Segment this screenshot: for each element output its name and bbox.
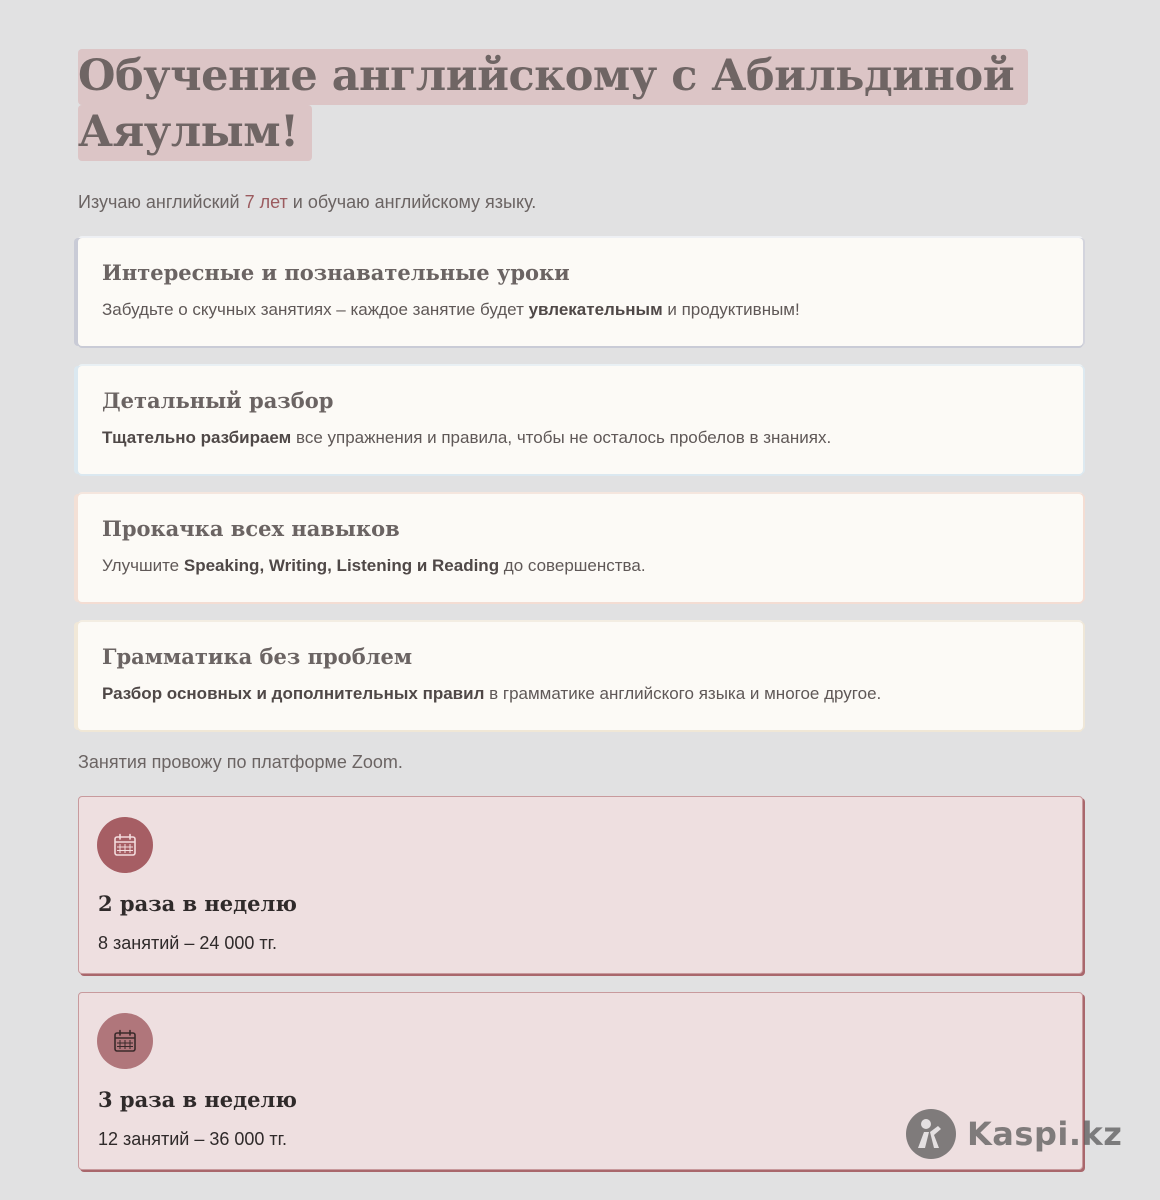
features-list	[78, 238, 1083, 730]
plan-title: 2 раза в неделю	[98, 891, 297, 916]
feature-text-part: до совершенства.	[499, 556, 646, 575]
intro-text-before: Изучаю английский	[78, 192, 245, 212]
feature-description	[102, 554, 1061, 578]
feature-text-part: Забудьте о скучных занятиях – каждое занятие будет	[102, 300, 529, 319]
feature-card-grammar	[78, 622, 1083, 730]
page-title-text: Обучение английскому с Абильдиной Аяулым!	[78, 49, 1028, 161]
plan-icon-badge	[97, 1013, 153, 1069]
page	[78, 48, 1083, 1170]
feature-card-skills	[78, 494, 1083, 602]
calendar-icon	[112, 832, 138, 858]
feature-text-part: Улучшите	[102, 556, 184, 575]
calendar-icon	[112, 1028, 138, 1054]
intro-years: 7 лет	[244, 192, 288, 212]
feature-title: Прокачка всех навыков	[102, 516, 400, 541]
plan-price: 12 занятий – 36 000 тг.	[98, 1129, 288, 1149]
feature-description	[102, 682, 1061, 706]
page-title	[78, 48, 1083, 160]
feature-text-bold: увлекательным	[528, 300, 663, 319]
intro-text-after: и обучаю английскому языку.	[287, 192, 537, 212]
intro-text	[78, 190, 1083, 214]
feature-title: Интересные и познавательные уроки	[102, 260, 570, 285]
feature-card-analysis	[78, 366, 1083, 474]
feature-text-bold: Разбор основных и дополнительных правил	[102, 684, 485, 703]
plan-card-2x[interactable]	[78, 796, 1083, 974]
feature-title: Детальный разбор	[102, 388, 334, 413]
feature-card-lessons	[78, 238, 1083, 346]
plan-title: 3 раза в неделю	[98, 1087, 297, 1112]
feature-description	[102, 298, 1061, 322]
platform-note: Занятия провожу по платформе Zoom.	[78, 752, 403, 772]
feature-title: Грамматика без проблем	[102, 644, 413, 669]
kaspi-watermark	[905, 1108, 1122, 1160]
feature-text-part: в грамматике английского языка и многое другое.	[484, 684, 882, 703]
plan-price: 8 занятий – 24 000 тг.	[98, 933, 277, 953]
watermark-text: Kaspi.kz	[967, 1115, 1123, 1153]
feature-text-part: и продуктивным!	[662, 300, 800, 319]
plan-icon-badge	[97, 817, 153, 873]
feature-text-part: все упражнения и правила, чтобы не осталось пробелов в знаниях.	[291, 428, 832, 447]
feature-text-bold: Тщательно разбираем	[102, 428, 292, 447]
kaspi-logo-icon	[905, 1108, 957, 1160]
feature-description	[102, 426, 1061, 450]
feature-text-bold: Speaking, Writing, Listening и Reading	[183, 556, 500, 575]
